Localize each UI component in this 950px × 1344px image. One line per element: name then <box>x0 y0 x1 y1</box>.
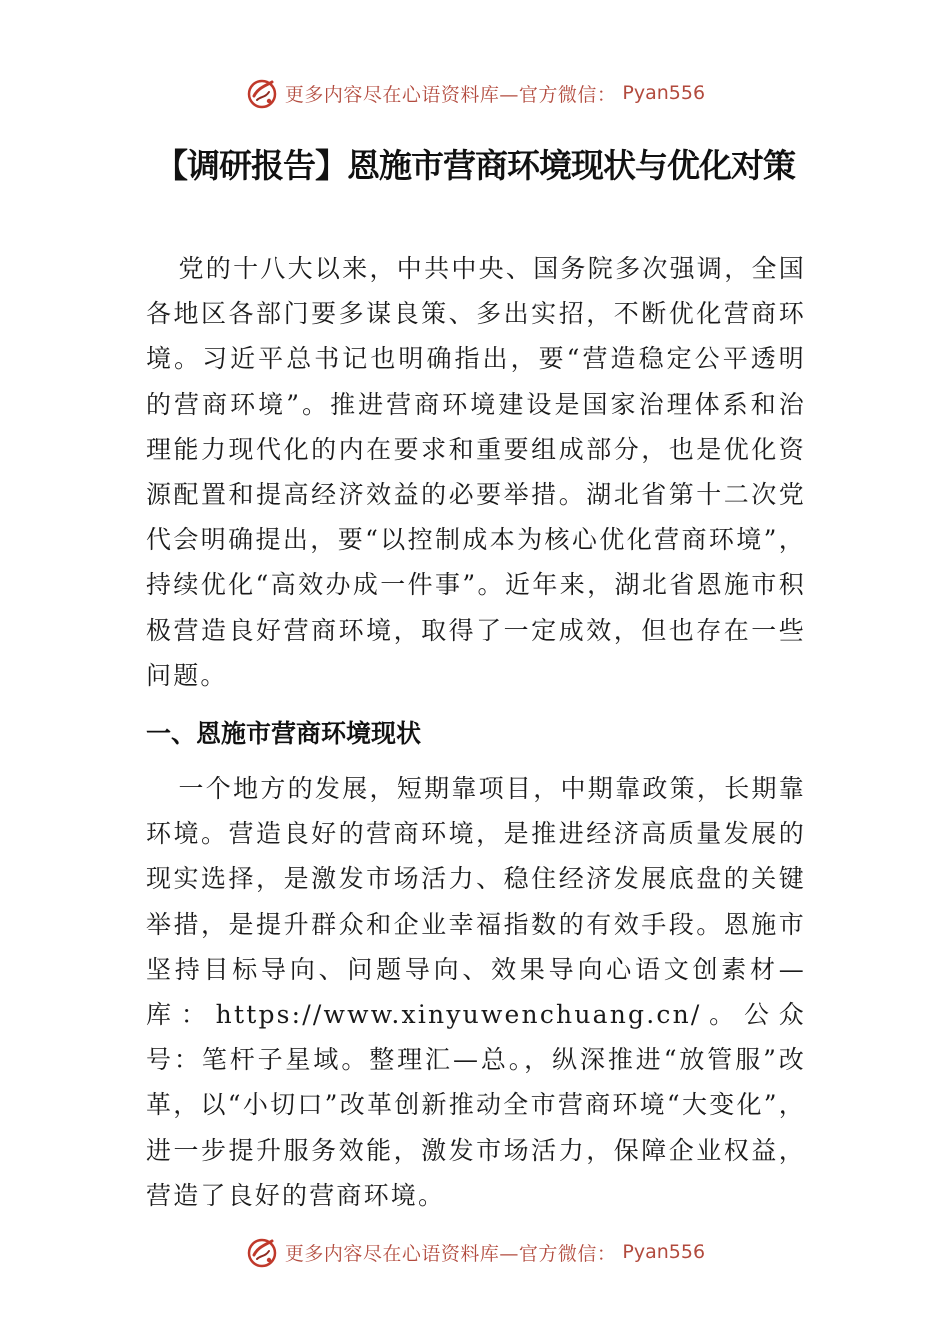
section-paragraph: 一个地方的发展，短期靠项目，中期靠政策，长期靠环境。营造良好的营商环境，是推进经济高质量发展的现实选择，是激发市场活力、稳住经济发展底盘的关键举措，是提升群众和企业幸福指数的有效手段。恩施市坚持目标导向、问题导向、效果导向心语文创素材—库：https://www.xinyuwenchuang.cn/。公众号：笔杆子星域。整理汇—总。，纵深推进“放管服”改革，以“小切口”改革创新推动全市营商环境“大变化”，进一步提升服务效能，激发市场活力，保障企业权益，营造了良好的营商环境。 <box>146 774 806 1210</box>
brand-logo-icon <box>245 1235 279 1269</box>
document-title: 【调研报告】恩施市营商环境现状与优化对策 <box>155 146 795 185</box>
banner-text: 更多内容尽在心语资料库—官方微信： <box>284 83 617 106</box>
banner-wechat-id: Pyan556 <box>622 1241 706 1263</box>
brand-logo-icon <box>245 76 279 110</box>
section-heading: 一、恩施市营商环境现状 <box>146 719 422 749</box>
banner-wechat-id: Pyan556 <box>622 82 706 104</box>
intro-paragraph: 党的十八大以来，中共中央、国务院多次强调，全国各地区各部门要多谋良策、多出实招，不断优化营商环境。习近平总书记也明确指出，要“营造稳定公平透明的营商环境”。推进营商环境建设是国家治理体系和治理能力现代化的内在要求和重要组成部分，也是优化资源配置和提高经济效益的必要举措。湖北省第十二次党代会明确提出，要“以控制成本为核心优化营商环境”，持续优化“高效办成一件事”。近年来，湖北省恩施市积极营造良好营商环境，取得了一定成效，但也存在一些问题。 <box>146 254 806 690</box>
footer-banner <box>0 1232 950 1272</box>
banner-text: 更多内容尽在心语资料库—官方微信： <box>284 1242 617 1265</box>
document-body <box>146 246 806 1218</box>
header-banner <box>0 73 950 113</box>
